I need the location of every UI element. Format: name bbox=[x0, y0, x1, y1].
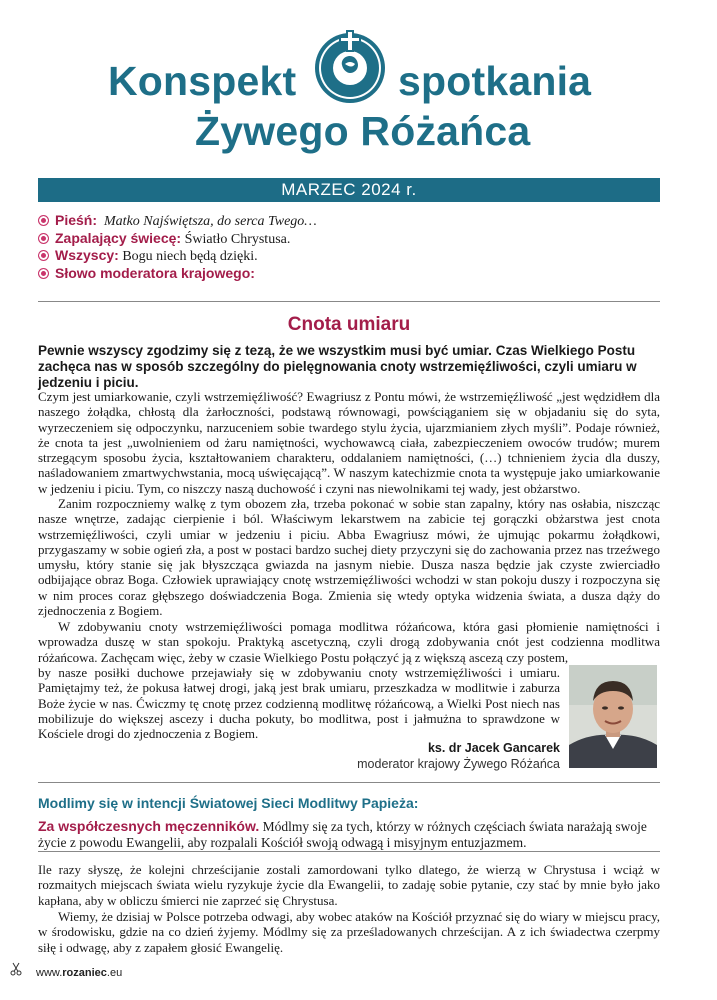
article-lead: Pewnie wszyscy zgodzimy się z tezą, że we wszystkim musi być umiar. Czas Wielkiego Postu zachęca nas w sposób szczególny do pielęgnowania cnoty wstrzemięźliwości, czyli umiaru w jedzeniu i piciu. bbox=[38, 343, 637, 390]
article-paragraph-2: Zanim rozpoczniemy walkę z tym obozem zła, trzeba pokonać w sobie stan zapalny, który nas osłabia, niszcząc nasze wnętrze, zadając cierpienie i ból. Właściwym lekarstwem na zabicie tej gorączki obżarstwa jest cnota wstrzemięźliwości, czyli umiar w jedzeniu i piciu. Abba Ewagriusz mówi, że ujmując pokarmu żołądkowi, przygaszamy w sobie ogień zła, a post w postaci bardzo suchej diety przyczyni się do zachowania przez nas trzeźwego umysłu, który stanie się jak błyszcząca gwiazda na jasnym niebie. Dusza nasza będzie jak czyste zwierciadło odbijające obraz Boga. Człowiek uprawiający cnotę wstrzemięźliwości wchodzi w stan pokoju duszy i rozpoczyna się w nim proces coraz głębszego doświadczenia Boga. Zmienia się wtedy optyka widzenia świata, a dusza dąży do zjednoczenia z Bogiem. bbox=[38, 496, 660, 619]
prayer-heading: Modlimy się w intencji Światowej Sieci Modlitwy Papieża: bbox=[38, 795, 419, 811]
list-item: Pieśń: Matko Najświętsza, do serca Twego… bbox=[38, 212, 658, 230]
author-role: moderator krajowy Żywego Różańca bbox=[357, 757, 560, 771]
intention-text: Módlmy się za tych, którzy w różnych częściach świata narażają swoje życie z powodu Ewangelii, aby rozpalali Kościół swoją odwagą i misyjnym entuzjazmem. bbox=[38, 819, 647, 850]
prayer-intention bbox=[38, 818, 660, 851]
title-spotkania: spotkania bbox=[398, 58, 592, 104]
meeting-items-list bbox=[38, 212, 658, 282]
divider bbox=[38, 851, 660, 852]
footer-website-link[interactable]: www.rozaniec.eu bbox=[36, 967, 123, 979]
bullet-icon bbox=[38, 233, 49, 244]
title-zywego-rozanca: Żywego Różańca bbox=[195, 108, 531, 154]
date-band: MARZEC 2024 r. bbox=[38, 178, 660, 202]
reflection-paragraph-1: Ile razy słyszę, że kolejni chrześcijanie zostali zamordowani tylko dlatego, że wierzą w Chrystusa i wciąż w rozmaitych miejscach świata wielu ryzykuje życie dla Ewangelii, to zadaję sobie pytanie, czy stać by mnie było jako kapłana, aby w obliczu śmierci nie zaprzeć się Chrystusa. bbox=[38, 862, 660, 908]
bullet-icon bbox=[38, 268, 49, 279]
list-item: Wszyscy: Bogu niech będą dzięki. bbox=[38, 247, 658, 265]
article-paragraph-4: by nasze posiłki duchowe przejawiały się w zdobywaniu cnoty wstrzemięźliwości i umiaru. Pamiętajmy też, że pokusa łatwej drogi, jaką jest brak umiaru, przeszkadza w modlitwie i zaburza Boże życie w nas. Ćwiczmy tę cnotę przez codzienną modlitwę różańcową, a Wielki Post niech nas mobilizuje do większej ascezy i ducha pokuty, bo modlitwa, post i jałmużna to sprawdzone w Kościele drogi do zjednoczenia z Bogiem. bbox=[38, 665, 560, 742]
divider bbox=[38, 782, 660, 783]
divider bbox=[38, 301, 660, 302]
article-paragraph-3: W zdobywaniu cnoty wstrzemięźliwości pomaga modlitwa różańcowa, która gasi płomienie namiętności i wprowadza duszę w stan spokoju. Praktyką ascetyczną, czyli drogą zdobywania cnót jest codzienna modlitwa różańcowa. Zachęcam więc, żeby w czasie Wielkiego Postu połączyć ją z większą ascezą czy postem, bbox=[38, 619, 660, 665]
article-title: Cnota umiaru bbox=[287, 314, 411, 335]
list-item: Zapalający świecę: Światło Chrystusa. bbox=[38, 230, 658, 248]
bullet-icon bbox=[38, 250, 49, 261]
list-item: Słowo moderatora krajowego: bbox=[38, 265, 658, 283]
rosary-logo-icon bbox=[311, 28, 389, 106]
bullet-icon bbox=[38, 215, 49, 226]
scissors-icon bbox=[10, 962, 22, 976]
author-photo bbox=[569, 665, 657, 768]
author-name: ks. dr Jacek Gancarek bbox=[427, 741, 560, 755]
title-konspekt: Konspekt bbox=[108, 58, 297, 104]
article-paragraph-1: Czym jest umiarkowanie, czyli wstrzemięźliwość? Ewagriusz z Pontu mówi, że wstrzemięźliwość „jest wędzidłem dla naszego żołądka, chłostą dla żarłoczności, podstawą równowagi, powściąganiem się w objadaniu się do syta, wyrzeczeniem się odpoczynku, narzuceniem sobie twardego stylu życia, ujarzmianiem złych myśli”. Podaje również, że cnota ta jest „uwolnieniem od żaru namiętności, wychowawcą ciała, zabezpieczeniem owoców trudów; murem strzegącym sposobu życia, kształtowaniem charakteru, oddalaniem namiętności, (…) tchnieniem życia dla duszy, naśladowaniem zmartwychwstania, mocą uświęcającą”. W naszym katechizmie cnota ta występuje jako umiarkowanie w jedzeniu i piciu. Tym, co niszczy naszą duchowość i czyni nas niewolnikami tej wady, jest obżarstwo. bbox=[38, 389, 660, 496]
reflection-paragraph-2: Wiemy, że dzisiaj w Polsce potrzeba odwagi, aby wobec ataków na Kościół przyznać się do wiary w miejscu pracy, w środowisku, gdzie na co dzień żyjemy. Módlmy się za prześladowanych chrześcijan. A z ich świadectwa czerpmy siłę i odwagę, aby z zapałem głosić Ewangelię. bbox=[38, 909, 660, 955]
intention-label: Za współczesnych męczenników. bbox=[38, 818, 260, 834]
